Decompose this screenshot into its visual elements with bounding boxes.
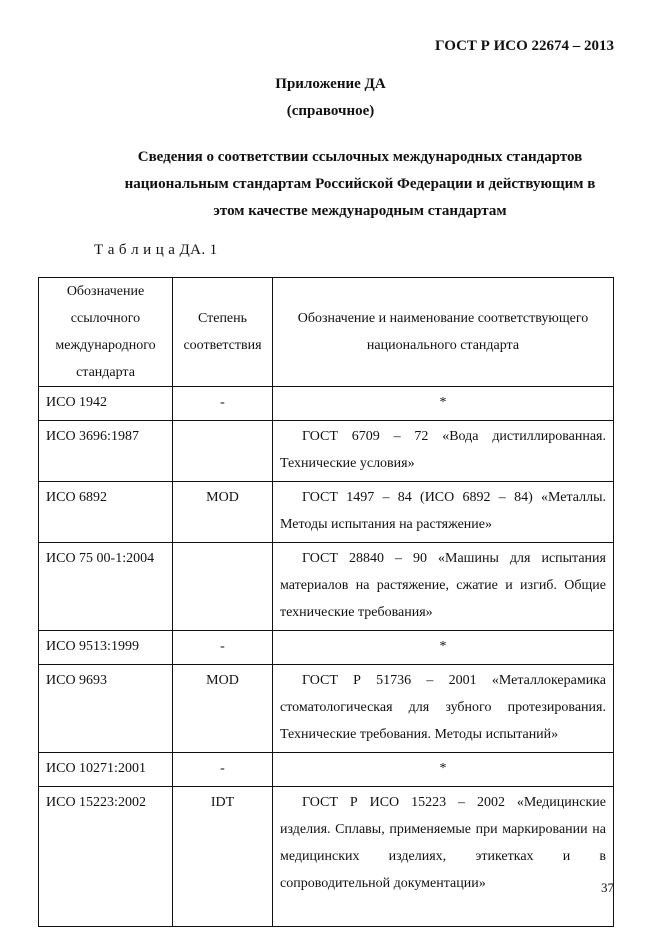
degree-cell: -	[173, 631, 273, 665]
column-header-reference: Обозначение ссылочного международного стандарта	[39, 278, 173, 387]
section-heading	[100, 144, 620, 225]
degree-cell	[173, 421, 273, 482]
ref-cell: ИСО 9513:1999	[39, 631, 173, 665]
table-row	[39, 631, 614, 665]
document-header-id: ГОСТ Р ИСО 22674 – 2013	[435, 38, 614, 54]
national-cell: ГОСТ 6709 – 72 «Вода дистиллированная. Технические условия»	[273, 421, 614, 482]
degree-cell: -	[173, 387, 273, 421]
column-header-national: Обозначение и наименование соответствующего национального стандарта	[273, 278, 614, 387]
national-cell: ГОСТ Р 51736 – 2001 «Металлокерамика стоматологическая для зубного протезирования. Технические требования. Методы испытаний»	[273, 665, 614, 753]
heading-line: Сведения о соответствии ссылочных международных стандартов	[137, 149, 583, 165]
degree-cell: IDT	[173, 787, 273, 927]
table-row	[39, 387, 614, 421]
heading-line: национальным стандартам Российской Федерации и действующим в	[124, 176, 596, 192]
table-row	[39, 543, 614, 631]
national-cell: ГОСТ Р ИСО 15223 – 2002 «Медицинские изделия. Сплавы, применяемые при маркировании на медицинских изделиях, этикетках и в сопроводительной документации»	[273, 787, 614, 927]
table-row	[39, 665, 614, 753]
ref-cell: ИСО 1942	[39, 387, 173, 421]
table-row	[39, 753, 614, 787]
appendix-title: Приложение ДА	[275, 76, 386, 92]
page-number: 37	[601, 880, 614, 895]
table-row	[39, 787, 614, 927]
degree-cell: MOD	[173, 665, 273, 753]
ref-cell: ИСО 75 00-1:2004	[39, 543, 173, 631]
national-cell: *	[273, 387, 614, 421]
table-row	[39, 482, 614, 543]
ref-cell: ИСО 3696:1987	[39, 421, 173, 482]
national-cell: ГОСТ 1497 – 84 (ИСО 6892 – 84) «Металлы. Методы испытания на растяжение»	[273, 482, 614, 543]
table-row	[39, 421, 614, 482]
table-header-row	[39, 278, 614, 387]
ref-cell: ИСО 9693	[39, 665, 173, 753]
heading-line: этом качестве международным стандартам	[213, 203, 507, 219]
ref-cell: ИСО 10271:2001	[39, 753, 173, 787]
appendix-subtitle: (справочное)	[286, 103, 375, 119]
national-cell: *	[273, 753, 614, 787]
national-cell: *	[273, 631, 614, 665]
national-cell: ГОСТ 28840 – 90 «Машины для испытания материалов на растяжение, сжатие и изгиб. Общие технические требования»	[273, 543, 614, 631]
degree-cell: MOD	[173, 482, 273, 543]
degree-cell	[173, 543, 273, 631]
correspondence-table	[38, 277, 614, 927]
table-caption: Т а б л и ц а ДА. 1	[94, 242, 218, 258]
ref-cell: ИСО 15223:2002	[39, 787, 173, 927]
degree-cell: -	[173, 753, 273, 787]
ref-cell: ИСО 6892	[39, 482, 173, 543]
column-header-degree: Степень соответствия	[173, 278, 273, 387]
